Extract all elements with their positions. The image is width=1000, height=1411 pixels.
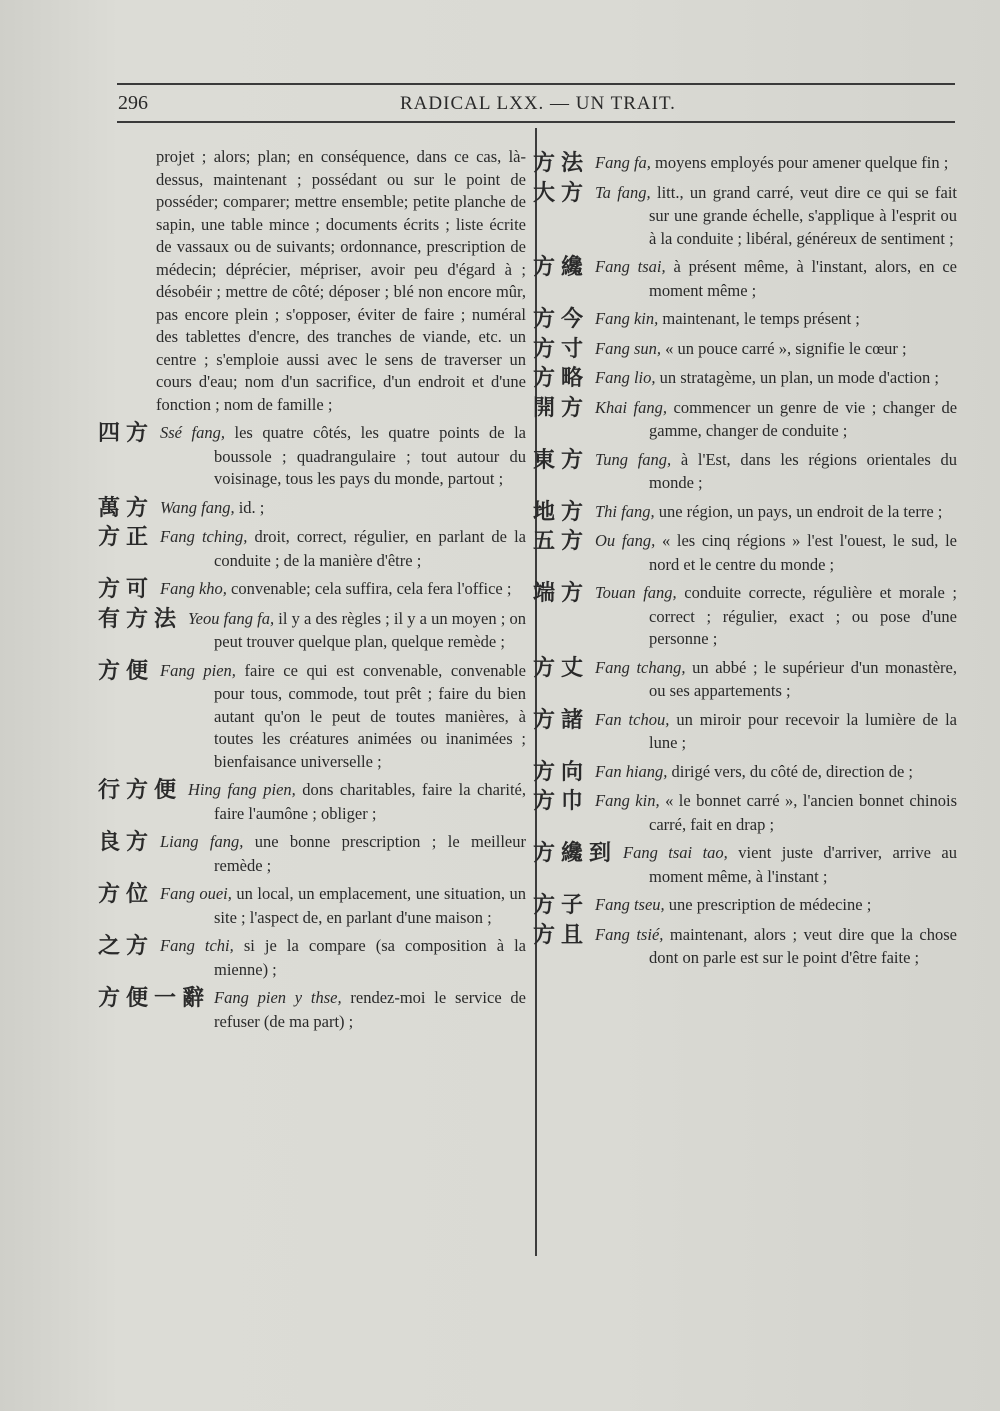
entry-romanization: Fang tsai tao, — [623, 843, 728, 862]
right-column — [533, 146, 958, 970]
dictionary-entry: 東方 Tung fang, à l'Est, dans les régions orientales du monde ; — [533, 447, 957, 492]
entry-romanization: Ssé fang, — [160, 423, 225, 442]
dictionary-entry: 方今 Fang kin, maintenant, le temps présent ; — [533, 307, 860, 332]
entry-definition: un abbé ; le supérieur d'un monastère, ou ses appartements ; — [649, 657, 957, 700]
entry-definition: vient juste d'arriver, arrive au moment même, à l'instant ; — [649, 843, 957, 886]
entry-hanzi: 行方便 — [98, 778, 183, 803]
running-head: RADICAL LXX. — UN TRAIT. — [400, 93, 676, 114]
dictionary-entry: 方法 Fang fa, moyens employés pour amener quelque fin ; — [533, 151, 949, 176]
dictionary-entry: 之方 Fang tchi, si je la compare (sa composition à la mienne) ; — [98, 934, 526, 979]
column-divider — [535, 128, 537, 1256]
entry-definition: si je la compare (sa composition à la mienne) ; — [214, 936, 526, 979]
entry-definition: moyens employés pour amener quelque fin ; — [655, 153, 949, 172]
entry-definition: un miroir pour recevoir la lumière de la lune ; — [649, 709, 957, 752]
left-entries — [98, 421, 527, 1033]
entry-definition: maintenant, le temps présent ; — [662, 309, 860, 328]
right-entries — [533, 151, 958, 970]
entry-definition: dirigé vers, du côté de, direction de ; — [671, 761, 914, 781]
entry-definition: un stratagème, un plan, un mode d'action ; — [659, 368, 939, 387]
entry-definition: id. ; — [238, 497, 265, 517]
entry-romanization: Liang fang, — [160, 832, 244, 851]
entry-romanization: Fang ouei, — [160, 884, 232, 903]
entry-definition: une prescription de médecine ; — [668, 895, 872, 914]
entry-definition: litt., un grand carré, veut dire ce qui se fait sur une grande échelle, s'applique à l'esprit ou à la conduite ; libéral, généreux de sentiment ; — [649, 182, 958, 248]
entry-romanization: Ou fang, — [595, 531, 656, 550]
entry-definition: « les cinq régions » l'est l'ouest, le sud, le nord et le centre du monde ; — [649, 531, 958, 574]
dictionary-entry: 四方 Ssé fang, les quatre côtés, les quatre points de la boussole ; quadrangulaire ; tout autour du voisinage, tous les pays du monde, partout ; — [98, 421, 526, 488]
entry-romanization: Tung fang, — [595, 449, 672, 469]
dictionary-entry — [98, 778, 527, 825]
dictionary-entry: 良方 Liang fang, une bonne prescription ; le meilleur remède ; — [98, 830, 526, 875]
dictionary-entry — [98, 606, 527, 654]
entry-romanization: Fang lio, — [595, 368, 656, 387]
page-number: 296 — [118, 92, 148, 114]
dictionary-entry: 方向 Fan hiang, dirigé vers, du côté de, direction de ; — [533, 759, 914, 785]
entry-romanization: Thi fang, — [595, 501, 655, 521]
entry-definition: dons charitables, faire la charité, faire l'aumône ; obliger ; — [214, 780, 527, 823]
entry-definition: droit, correct, régulier, en parlant de la conduite ; de la manière d'être ; — [214, 527, 527, 570]
dictionary-entry: 萬方 Wang fang, id. ; — [98, 495, 265, 521]
continuation-text: projet ; alors; plan; en conséquence, dans ce cas, là-dessus, maintenant ; possédant ou sur le point de posséder; comparer; mettre ensemble; petite planche de sapin, une table mince ; documents écrits ; liste écrite de vassaux ou de suivants; ordonnance, prescription de médecin; déprécier, mépriser, avoir peu d'égard à ; désobéir ; mettre de côté; déposer ; blé non encore mûr, pas encore plein ; s'opposer, éviter de faire ; numéral des tablettes d'encre, des tranches de viande, etc. un centre ; s'emploie aussi avec le sens de traverser un cours d'eau; nom d'un sacrifice, d'un endroit et d'une fonction ; nom de famille ; — [156, 147, 526, 414]
entry-romanization: Hing fang pien, — [188, 780, 296, 799]
dictionary-entry: 方諸 Fan tchou, un miroir pour recevoir la lumière de la lune ; — [533, 707, 957, 752]
dictionary-entry: 大方 Ta fang, litt., un grand carré, veut dire ce qui se fait sur une grande échelle, s'applique à l'esprit ou à la conduite ; libéral, généreux de sentiment ; — [533, 180, 958, 248]
dictionary-entry: 方丈 Fang tchang, un abbé ; le supérieur d'un monastère, ou ses appartements ; — [533, 655, 957, 700]
entry-romanization: Touan fang, — [595, 583, 677, 602]
entry-romanization: Fang kin, — [595, 791, 660, 810]
entry-romanization: Fang sun, — [595, 338, 661, 358]
left-column — [98, 146, 527, 1033]
entry-romanization: Khai fang, — [595, 397, 668, 417]
entry-romanization: Fang kin, — [595, 309, 659, 328]
dictionary-entry: 端方 Touan fang, conduite correcte, régulière et morale ; correct ; régulier, exact ; ou pose d'une personne ; — [533, 581, 958, 648]
dictionary-entry: 方可 Fang kho, convenable; cela suffira, cela fera l'office ; — [98, 577, 512, 602]
entry-hanzi: 方便一辭 — [98, 986, 211, 1011]
dictionary-entry: 方便 Fang pien, faire ce qui est convenable, convenable pour tous, commode, tout prêt ; faire du bien autant qu'on le peut de toutes manières, à toutes les créatures animées ou inanimées ; bienfaisance universelle ; — [98, 658, 527, 771]
dictionary-entry: 方巾 Fang kin, « le bonnet carré », l'ancien bonnet chinois carré, fait en drap ; — [533, 789, 957, 834]
dictionary-entry: 方纔 Fang tsai, à présent même, à l'instant, alors, en ce moment même ; — [533, 255, 958, 300]
dictionary-entry: 方正 Fang tching, droit, correct, régulier, en parlant de la conduite ; de la manière d'être ; — [98, 525, 527, 570]
entry-romanization: Fang tchang, — [595, 657, 686, 677]
entry-romanization: Fang tching, — [160, 527, 248, 546]
entry-definition: « un pouce carré », signifie le cœur ; — [665, 338, 907, 358]
entry-definition: un local, un emplacement, une situation, un site ; l'aspect de, en parlant d'une maison ; — [214, 884, 526, 927]
entry-definition: à l'Est, dans les régions orientales du monde ; — [649, 449, 957, 492]
entry-definition: conduite correcte, régulière et morale ; correct ; régulier, exact ; ou pose d'une personne ; — [649, 583, 958, 648]
entry-definition: les quatre côtés, les quatre points de la boussole ; quadrangulaire ; tout autour du voisinage, tous les pays du monde, partout ; — [214, 423, 526, 488]
entry-romanization: Fang tseu, — [595, 895, 665, 914]
header-rule — [117, 121, 955, 123]
entry-definition: une bonne prescription ; le meilleur remède ; — [214, 832, 526, 875]
entry-romanization: Wang fang, — [160, 497, 235, 517]
entry-definition: il y a des règles ; il y a un moyen ; on peut trouver quelque plan, quelque remède ; — [214, 608, 527, 651]
dictionary-entry: 方子 Fang tseu, une prescription de médecine ; — [533, 893, 872, 918]
entry-romanization: Fang fa, — [595, 153, 651, 172]
entry-definition: à présent même, à l'instant, alors, en ce moment même ; — [649, 257, 958, 300]
entry-hanzi: 有方法 — [98, 606, 183, 632]
entry-hanzi: 方纔到 — [533, 841, 618, 866]
entry-romanization: Yeou fang fa, — [188, 608, 275, 628]
entry-definition: faire ce qui est convenable, convenable pour tous, commode, tout prêt ; faire du bien autant qu'on le peut de toutes manières, à toutes les créatures animées ou inanimées ; bienfaisance universelle ; — [214, 660, 527, 771]
entry-romanization: Ta fang, — [595, 182, 651, 202]
entry-definition: maintenant, alors ; veut dire que la chose dont on parle est sur le point d'être faite ; — [649, 924, 958, 967]
entry-romanization: Fang kho, — [160, 579, 227, 598]
dictionary-entry — [533, 841, 957, 888]
entry-definition: commencer un genre de vie ; changer de gamme, changer de conduite ; — [649, 397, 958, 440]
entry-romanization: Fang tsai, — [595, 257, 666, 276]
dictionary-entry: 方寸 Fang sun, « un pouce carré », signifie le cœur ; — [533, 336, 907, 362]
entry-romanization: Fang pien y thse, — [214, 988, 342, 1007]
entry-romanization: Fang tchi, — [160, 936, 234, 955]
dictionary-entry: 五方 Ou fang, « les cinq régions » l'est l'ouest, le sud, le nord et le centre du monde ; — [533, 529, 958, 574]
dictionary-entry — [98, 986, 527, 1033]
entry-romanization: Fang tsié, — [595, 924, 664, 944]
entry-definition: une région, un pays, un endroit de la terre ; — [658, 501, 943, 521]
dictionary-entry: 方位 Fang ouei, un local, un emplacement, une situation, un site ; l'aspect de, en parlant d'une maison ; — [98, 882, 526, 927]
entry-romanization: Fan hiang, — [595, 761, 668, 781]
dictionary-entry: 開方 Khai fang, commencer un genre de vie ; changer de gamme, changer de conduite ; — [533, 395, 958, 440]
entry-definition: convenable; cela suffira, cela fera l'office ; — [231, 579, 512, 598]
dictionary-entry: 地方 Thi fang, une région, un pays, un endroit de la terre ; — [533, 499, 943, 525]
top-rule — [117, 83, 955, 85]
dictionary-entry: 方且 Fang tsié, maintenant, alors ; veut dire que la chose dont on parle est sur le point d'être faite ; — [533, 922, 958, 967]
entry-romanization: Fan tchou, — [595, 709, 670, 729]
entry-definition: rendez-moi le service de refuser (de ma part) ; — [214, 988, 527, 1031]
dictionary-entry: 方略 Fang lio, un stratagème, un plan, un mode d'action ; — [533, 366, 939, 391]
entry-romanization: Fang pien, — [160, 660, 236, 680]
entry-definition: « le bonnet carré », l'ancien bonnet chinois carré, fait en drap ; — [649, 791, 957, 834]
